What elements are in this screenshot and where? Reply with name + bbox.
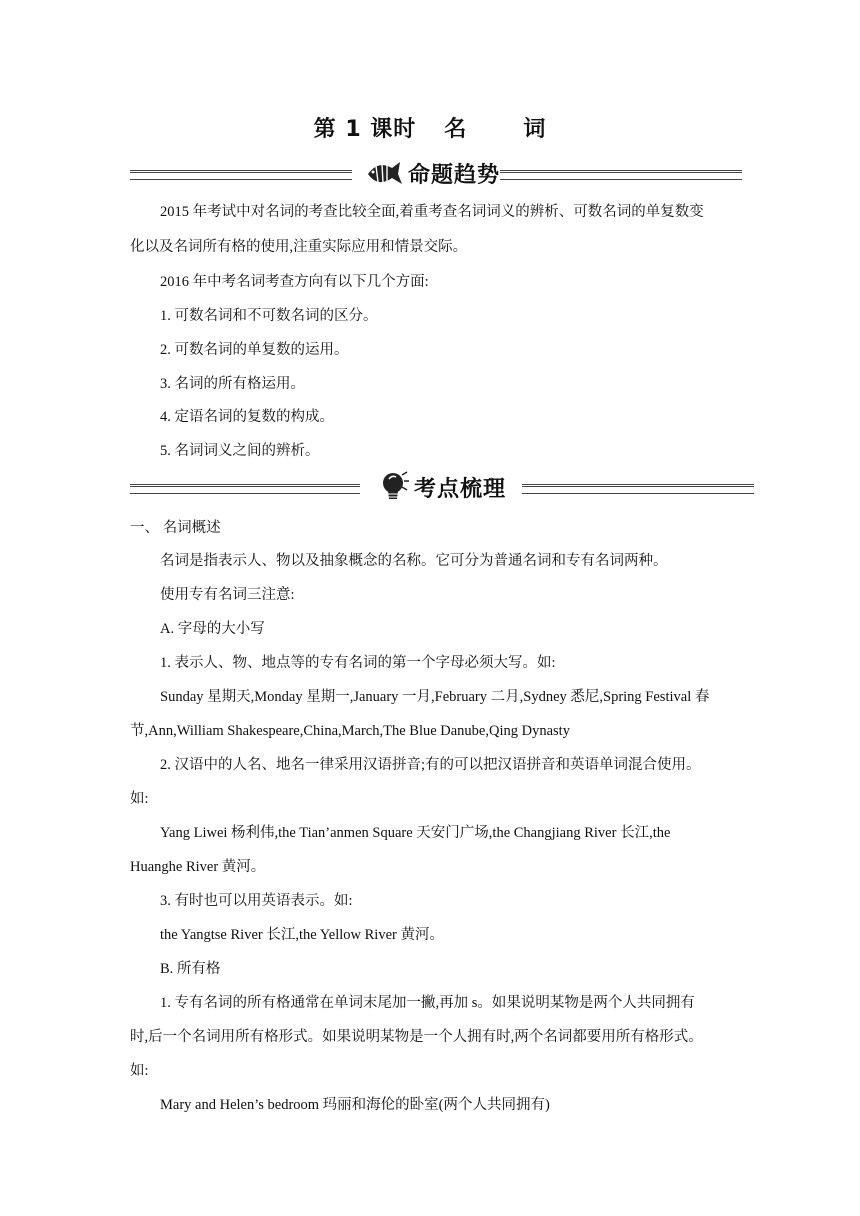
- notes-intro: 使用专有名词三注意:: [160, 587, 295, 603]
- points-banner: [130, 470, 754, 504]
- subheading-b: B. 所有格: [160, 961, 221, 977]
- definition-text: 名词是指表示人、物以及抽象概念的名称。它可分为普通名词和专有名词两种。: [160, 553, 668, 569]
- rule-a2-line-2: 如:: [130, 791, 149, 807]
- trend-banner-label: [366, 156, 500, 190]
- rule-b1-line-1: 1. 专有名词的所有格通常在单词末尾加一撇,再加 s。如果说明某物是两个人共同拥有: [160, 995, 695, 1011]
- points-banner-label: [380, 470, 506, 504]
- example-b1: Mary and Helen’s bedroom 玛丽和海伦的卧室(两个人共同拥有): [160, 1097, 550, 1113]
- trend-item-3: 3. 名词的所有格运用。: [160, 376, 305, 392]
- rule-b1-line-2: 时,后一个名词用所有格形式。如果说明某物是一个人拥有时,两个名词都要用所有格形式。: [130, 1029, 703, 1045]
- trend-item-1: 1. 可数名词和不可数名词的区分。: [160, 308, 378, 324]
- trend-paragraph-2: 2016 年中考名词考查方向有以下几个方面:: [160, 274, 429, 290]
- example-a2-line-1: Yang Liwei 杨利伟,the Tian’anmen Square 天安门广场,the Changjiang River 长江,the: [160, 825, 671, 841]
- trend-item-4: 4. 定语名词的复数的构成。: [160, 409, 334, 425]
- banner-rule-right: [500, 170, 742, 180]
- rule-a1: 1. 表示人、物、地点等的专有名词的第一个字母必须大写。如:: [160, 655, 556, 671]
- rule-a2-line-1: 2. 汉语中的人名、地名一律采用汉语拼音;有的可以把汉语拼音和英语单词混合使用。: [160, 757, 701, 773]
- example-a2-line-2: Huanghe River 黄河。: [130, 859, 266, 875]
- fish-icon: [366, 158, 404, 188]
- banner-rule-left: [130, 170, 352, 180]
- points-banner-text: 考点梳理: [414, 476, 507, 502]
- section-heading-1: 一、 名词概述: [130, 520, 221, 536]
- example-a1-line-1: Sunday 星期天,Monday 星期一,January 一月,February 二月,Sydney 悉尼,Spring Festival 春: [160, 689, 710, 705]
- trend-item-5: 5. 名词词义之间的辨析。: [160, 443, 320, 459]
- subheading-a: A. 字母的大小写: [160, 621, 265, 637]
- title-lesson: 第 1 课时: [313, 117, 417, 142]
- trend-paragraph-1-line-1: 2015 年考试中对名词的考查比较全面,着重考查名词词义的辨析、可数名词的单复数变: [160, 204, 704, 220]
- rule-b1-line-3: 如:: [130, 1063, 149, 1079]
- banner-rule-left: [130, 484, 360, 494]
- example-a3: the Yangtse River 长江,the Yellow River 黄河。: [160, 927, 444, 943]
- lightbulb-icon: [380, 471, 410, 503]
- trend-item-2: 2. 可数名词的单复数的运用。: [160, 342, 349, 358]
- trend-banner: [130, 156, 742, 190]
- trend-paragraph-1-line-2: 化以及名词所有格的使用,注重实际应用和情景交际。: [130, 239, 468, 255]
- title-char2: 词: [523, 117, 547, 142]
- rule-a3: 3. 有时也可以用英语表示。如:: [160, 893, 353, 909]
- page-title: [0, 112, 860, 143]
- trend-banner-text: 命题趋势: [408, 162, 501, 188]
- title-char1: 名: [444, 117, 468, 142]
- example-a1-line-2: 节,Ann,William Shakespeare,China,March,The Blue Danube,Qing Dynasty: [130, 723, 570, 739]
- banner-rule-right: [522, 484, 754, 494]
